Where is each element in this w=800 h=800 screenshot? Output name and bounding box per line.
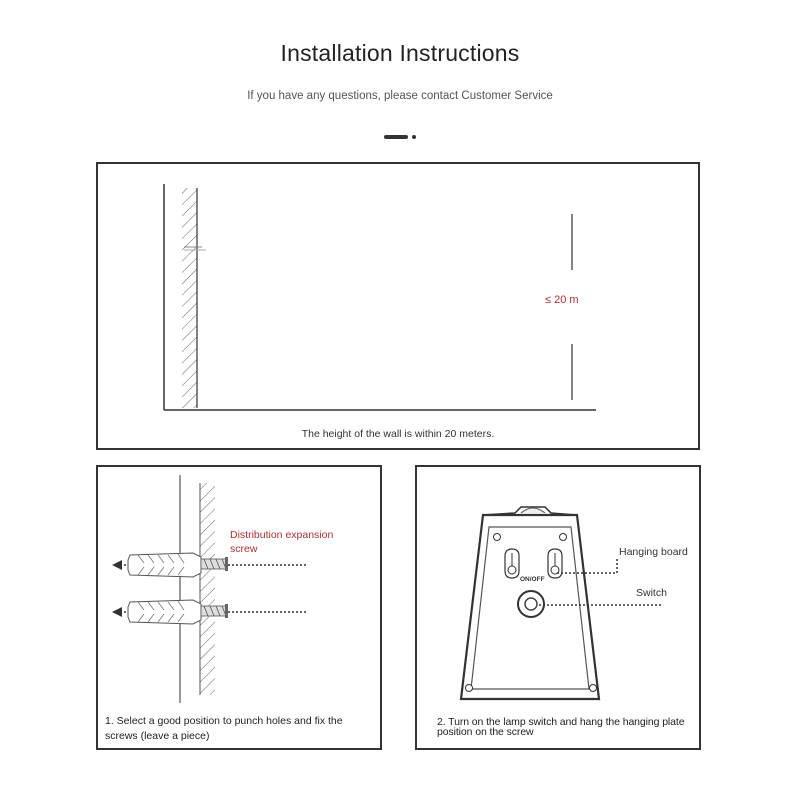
onoff-label: ON/OFF <box>520 576 545 583</box>
hanging-board-label: Hanging board <box>619 546 688 558</box>
expansion-screw-panel <box>96 465 382 750</box>
page-title: Installation Instructions <box>280 40 520 66</box>
wall-height-diagram <box>98 164 702 452</box>
lamp-hanging-panel <box>415 465 701 750</box>
lamp-back-diagram <box>417 467 703 752</box>
wall-height-panel <box>96 162 700 450</box>
height-limit-label: ≤ 20 m <box>545 294 579 306</box>
arrow-left-icon <box>112 560 122 570</box>
switch-icon <box>518 591 544 617</box>
hanging-slot-right <box>548 549 562 578</box>
step-1-text: 1. Select a good position to punch holes and fix the screws (leave a piece) <box>105 715 343 742</box>
height-caption: The height of the wall is within 20 meters. <box>301 428 495 440</box>
step-2-text-line-1: 2. Turn on the lamp switch and hang the hanging plate <box>437 716 685 728</box>
hanging-slot-left <box>505 549 519 578</box>
title-divider <box>384 134 424 140</box>
expansion-screw-diagram <box>98 467 384 752</box>
switch-label: Switch <box>636 587 667 599</box>
arrow-left-icon <box>112 607 122 617</box>
expansion-screw-label: Distribution expansion screw <box>230 529 334 555</box>
step-2-text <box>437 717 701 737</box>
page-subtitle: If you have any questions, please contact Customer Service <box>247 90 553 102</box>
step-2-text-line-2: position on the screw <box>437 726 534 738</box>
